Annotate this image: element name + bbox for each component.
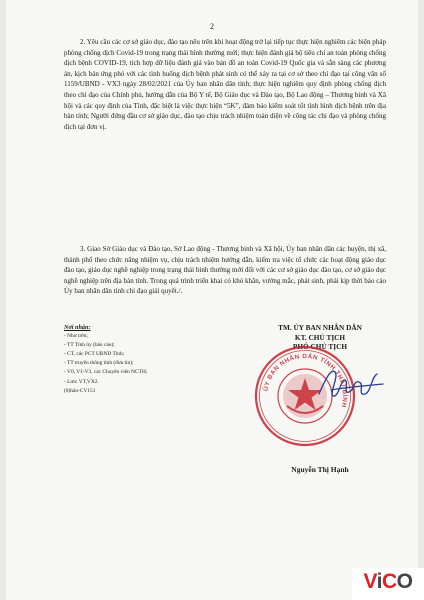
sign-title-line: PHÓ CHỦ TỊCH [292, 342, 348, 352]
recipient-item: - Như trên; [64, 333, 88, 340]
recipient-item: - Lưu: VT,VX2. [64, 378, 99, 385]
recipients-title: Nơi nhận: [64, 324, 91, 331]
recipient-item: (0)hân-CV151 [64, 387, 96, 394]
recipients-list [64, 323, 214, 396]
recipient-item: - TT Tỉnh ủy (báo cáo); [64, 342, 115, 349]
recipient-item: - V0, V1-V3, các Chuyên viên NCTH; [64, 369, 148, 376]
sign-org-line: TM. ỦY BAN NHÂN DÂN [278, 323, 362, 332]
signer-name: Nguyễn Thị Hạnh [291, 465, 349, 474]
page-number: 2 [210, 22, 214, 31]
recipient-item: - TT truyền thông tỉnh (đưa tin); [64, 360, 134, 367]
paragraph-3: 3. Giao Sở Giáo dục và Đào tạo, Sở Lao động - Thương binh và Xã hội, Ủy ban nhân dân các huyện, thị xã, thành phố theo chức năng nhiệm vụ, chịu trách nhiệm hướng dẫn, kiểm tra việc tổ chức các hoạt động giáo dục đào tạo, giáo dục nghề nghiệp trong trạng thái bình thường mới đối với các cơ sở giáo dục đào tạo, cơ sở giáo dục nghề nghiệp trên địa bàn tỉnh. Trong quá trình triển khai có khó khăn, vướng mắc, phát sinh, phải kịp thời báo cáo Ủy ban nhân dân tỉnh chỉ đạo giải quyết./. [64, 245, 386, 296]
vico-watermark-logo: ViCO [352, 568, 424, 600]
paragraph-2: 2. Yêu cầu các cơ sở giáo dục, đào tạo nêu trên khi hoạt động trở lại tiếp tục thực hiện nghiêm các biện pháp phòng chống dịch Covid-19 trong trạng thái bình thường mới; thực hiện đánh giá bộ tiêu chí an toàn phòng chống dịch bệnh COVID-19, tích hợp dữ liệu đánh giá vào bản đồ an toàn Covid-19 Quốc gia và sẵn sàng các phương án, kịch bản ứng phó với các tình huống dịch bệnh phát sinh có thể xảy ra tại cơ sở theo chỉ đạo tại công văn số 1159/UBND - VX3 ngày 28/02/2021 của Ủy ban nhân dân tỉnh; thực hiện nghiêm quy định phòng chống dịch theo chỉ đạo của Chính phủ, hướng dẫn của Bộ Y tế, Bộ Giáo dục và Đào tạo, Bộ Lao động – Thương binh và Xã hội và các quy định của Tỉnh, đặc biệt là việc thực hiện “5K”, đảm bảo kiểm soát tốt tình hình dịch bệnh trên địa bàn tỉnh; Người đứng đầu cơ sở giáo dục, đào tạo chịu trách nhiệm toàn diện về công tác chỉ đạo và phòng chống dịch tại đơn vị. [64, 38, 386, 131]
recipient-item: - CT, các PCT UBND Tỉnh; [64, 351, 125, 358]
document-page [6, 0, 418, 600]
svg-text:ỦY BAN NHÂN DÂN TỈNH THÁI BÌNH: ỦY BAN NHÂN DÂN TỈNH THÁI BÌNH [262, 352, 349, 409]
sign-role-line: KT. CHỦ TỊCH [294, 332, 346, 342]
handwritten-signature [311, 360, 391, 410]
